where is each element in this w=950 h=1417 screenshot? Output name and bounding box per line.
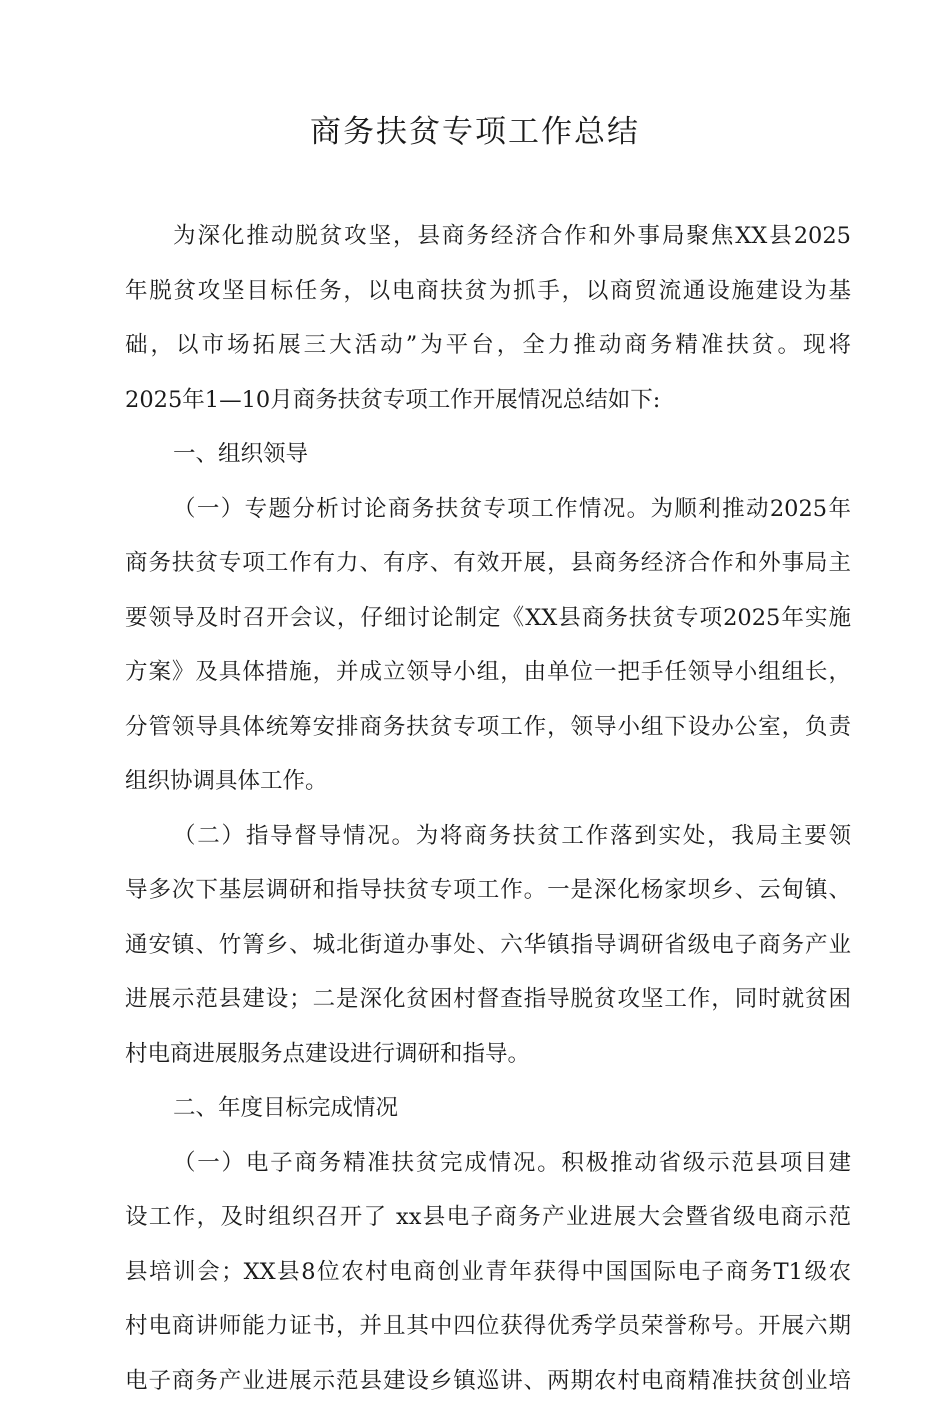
paragraph-line: 为深化推动脱贫攻坚，县商务经济合作和外事局聚焦XX县2025 xyxy=(125,218,851,273)
paragraph-line: 组织协调具体工作。 xyxy=(125,763,851,818)
paragraph-line: 设工作，及时组织召开了 xx县电子商务产业进展大会暨省级电商示范 xyxy=(125,1199,851,1254)
paragraph-line: 县培训会；XX县8位农村电商创业青年获得中国国际电子商务T1级农 xyxy=(125,1254,851,1309)
paragraph-line: 础，以市场拓展三大活动”为平台，全力推动商务精准扶贫。现将 xyxy=(125,327,851,382)
paragraph-line: 村电商进展服务点建设进行调研和指导。 xyxy=(125,1036,851,1091)
document-title: 商务扶贫专项工作总结 xyxy=(0,108,950,156)
paragraph-line: 要领导及时召开会议，仔细讨论制定《XX县商务扶贫专项2025年实施 xyxy=(125,600,851,655)
document-body xyxy=(125,218,851,1417)
paragraph-line: 导多次下基层调研和指导扶贫专项工作。一是深化杨家坝乡、云甸镇、 xyxy=(125,872,851,927)
paragraph-line: （一）电子商务精准扶贫完成情况。积极推动省级示范县项目建 xyxy=(125,1145,851,1200)
paragraph-line: 2025年1—10月商务扶贫专项工作开展情况总结如下: xyxy=(125,382,851,437)
paragraph-line: 进展示范县建设；二是深化贫困村督查指导脱贫攻坚工作，同时就贫困 xyxy=(125,981,851,1036)
paragraph-line: 方案》及具体措施，并成立领导小组，由单位一把手任领导小组组长， xyxy=(125,654,851,709)
paragraph-line: （二）指导督导情况。为将商务扶贫工作落到实处，我局主要领 xyxy=(125,818,851,873)
paragraph-line: 分管领导具体统筹安排商务扶贫专项工作，领导小组下设办公室，负责 xyxy=(125,709,851,764)
section-heading: 一、组织领导 xyxy=(125,436,851,491)
paragraph-line: 村电商讲师能力证书，并且其中四位获得优秀学员荣誉称号。开展六期 xyxy=(125,1308,851,1363)
paragraph-line: 通安镇、竹箐乡、城北街道办事处、六华镇指导调研省级电子商务产业 xyxy=(125,927,851,982)
paragraph-line: 商务扶贫专项工作有力、有序、有效开展，县商务经济合作和外事局主 xyxy=(125,545,851,600)
section-heading: 二、年度目标完成情况 xyxy=(125,1090,851,1145)
paragraph-line: 电子商务产业进展示范县建设乡镇巡讲、两期农村电商精准扶贫创业培 xyxy=(125,1363,851,1417)
paragraph-line: 年脱贫攻坚目标任务，以电商扶贫为抓手，以商贸流通设施建设为基 xyxy=(125,273,851,328)
paragraph-line: （一）专题分析讨论商务扶贫专项工作情况。为顺利推动2025年 xyxy=(125,491,851,546)
